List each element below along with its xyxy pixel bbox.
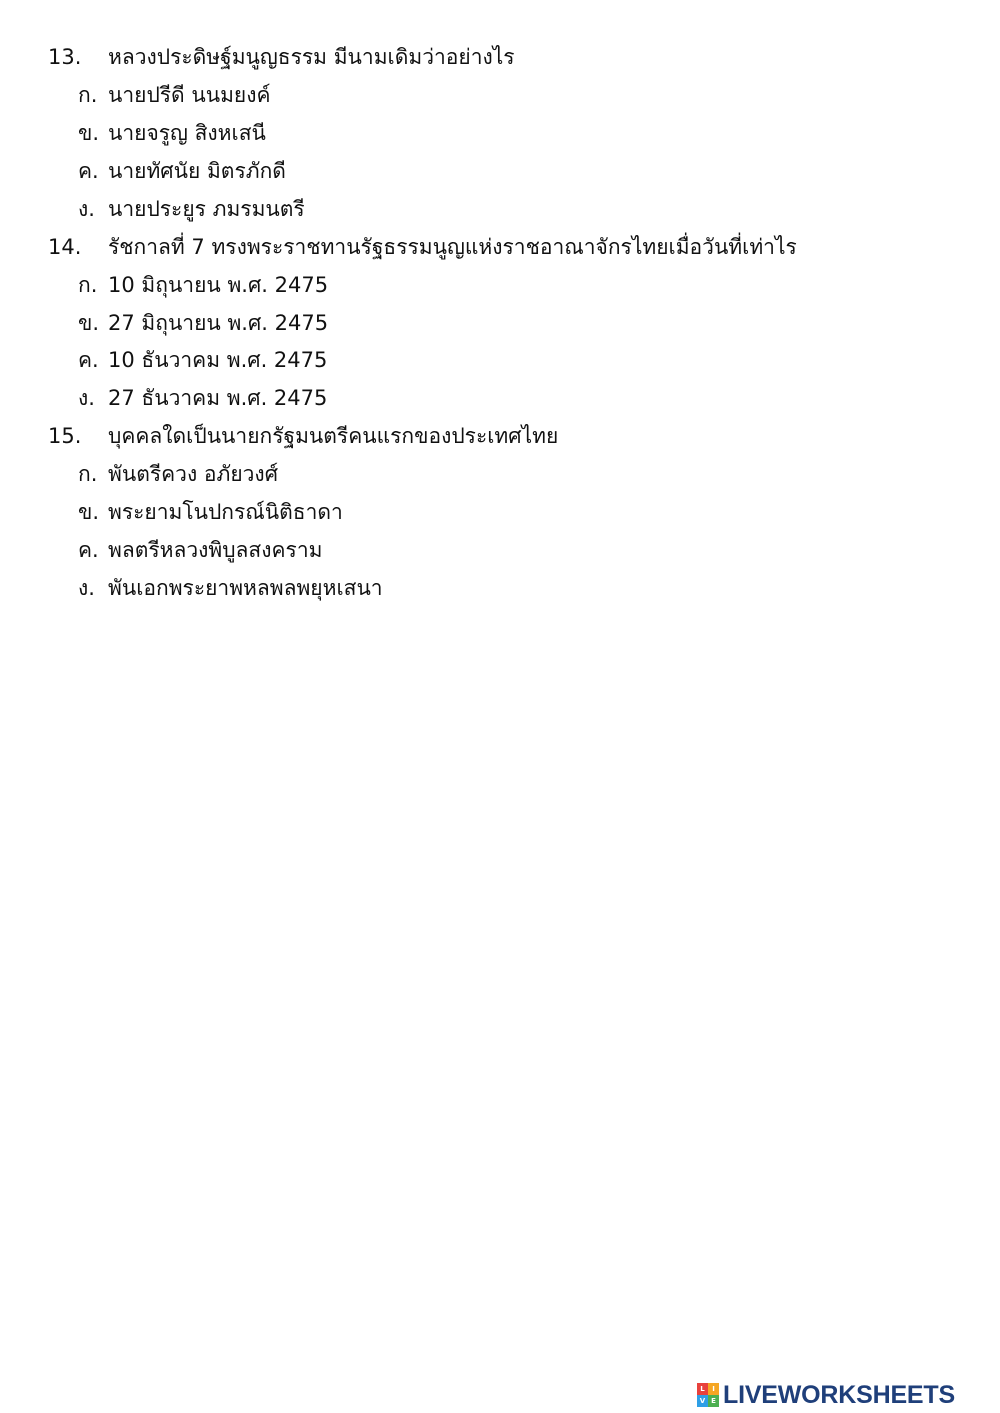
option-label: ข.	[78, 311, 100, 335]
option-label: ง.	[78, 386, 95, 410]
question-text: รัชกาลที่ 7 ทรงพระราชทานรัฐธรรมนูญแห่งราชอาณาจักรไทยเมื่อวันที่เท่าไร	[108, 235, 797, 259]
option-text: นายปรีดี นนมยงค์	[108, 83, 271, 107]
live-mark-letter: V	[697, 1395, 708, 1407]
option-text: พันเอกพระยาพหลพลพยุหเสนา	[108, 576, 383, 600]
option-text: นายจรูญ สิงหเสนี	[108, 121, 266, 145]
liveworksheets-logo[interactable]	[697, 1378, 955, 1412]
brand-text: LIVEWORKSHEETS	[723, 1381, 955, 1409]
option-label: ค.	[78, 538, 99, 562]
option-text: พลตรีหลวงพิบูลสงคราม	[108, 538, 323, 562]
question-number: 13.	[48, 45, 82, 69]
option-label: ก.	[78, 462, 98, 486]
option-text: นายประยูร ภมรมนตรี	[108, 197, 305, 221]
live-mark-letter: E	[708, 1395, 719, 1407]
option-label: ก.	[78, 83, 98, 107]
option-label: ง.	[78, 576, 95, 600]
option-label: ข.	[78, 500, 100, 524]
question-number: 15.	[48, 424, 82, 448]
option-text: พันตรีควง อภัยวงศ์	[108, 462, 279, 486]
live-mark-letter: L	[697, 1383, 708, 1395]
question-text: บุคคลใดเป็นนายกรัฐมนตรีคนแรกของประเทศไทย	[108, 424, 559, 448]
option-text: นายทัศนัย มิตรภักดี	[108, 159, 286, 183]
option-label: ข.	[78, 121, 100, 145]
option-label: ค.	[78, 348, 99, 372]
option-label: ก.	[78, 273, 98, 297]
option-text: 27 มิถุนายน พ.ศ. 2475	[108, 311, 329, 335]
option-text: 27 ธันวาคม พ.ศ. 2475	[108, 386, 328, 410]
option-text: 10 ธันวาคม พ.ศ. 2475	[108, 348, 328, 372]
option-label: ง.	[78, 197, 95, 221]
option-label: ค.	[78, 159, 99, 183]
option-text: พระยามโนปกรณ์นิติธาดา	[108, 500, 343, 524]
question-text: หลวงประดิษฐ์มนูญธรรม มีนามเดิมว่าอย่างไร	[108, 45, 515, 69]
live-mark-icon	[697, 1383, 719, 1407]
live-mark-letter: I	[708, 1383, 719, 1395]
question-number: 14.	[48, 235, 82, 259]
option-text: 10 มิถุนายน พ.ศ. 2475	[108, 273, 329, 297]
